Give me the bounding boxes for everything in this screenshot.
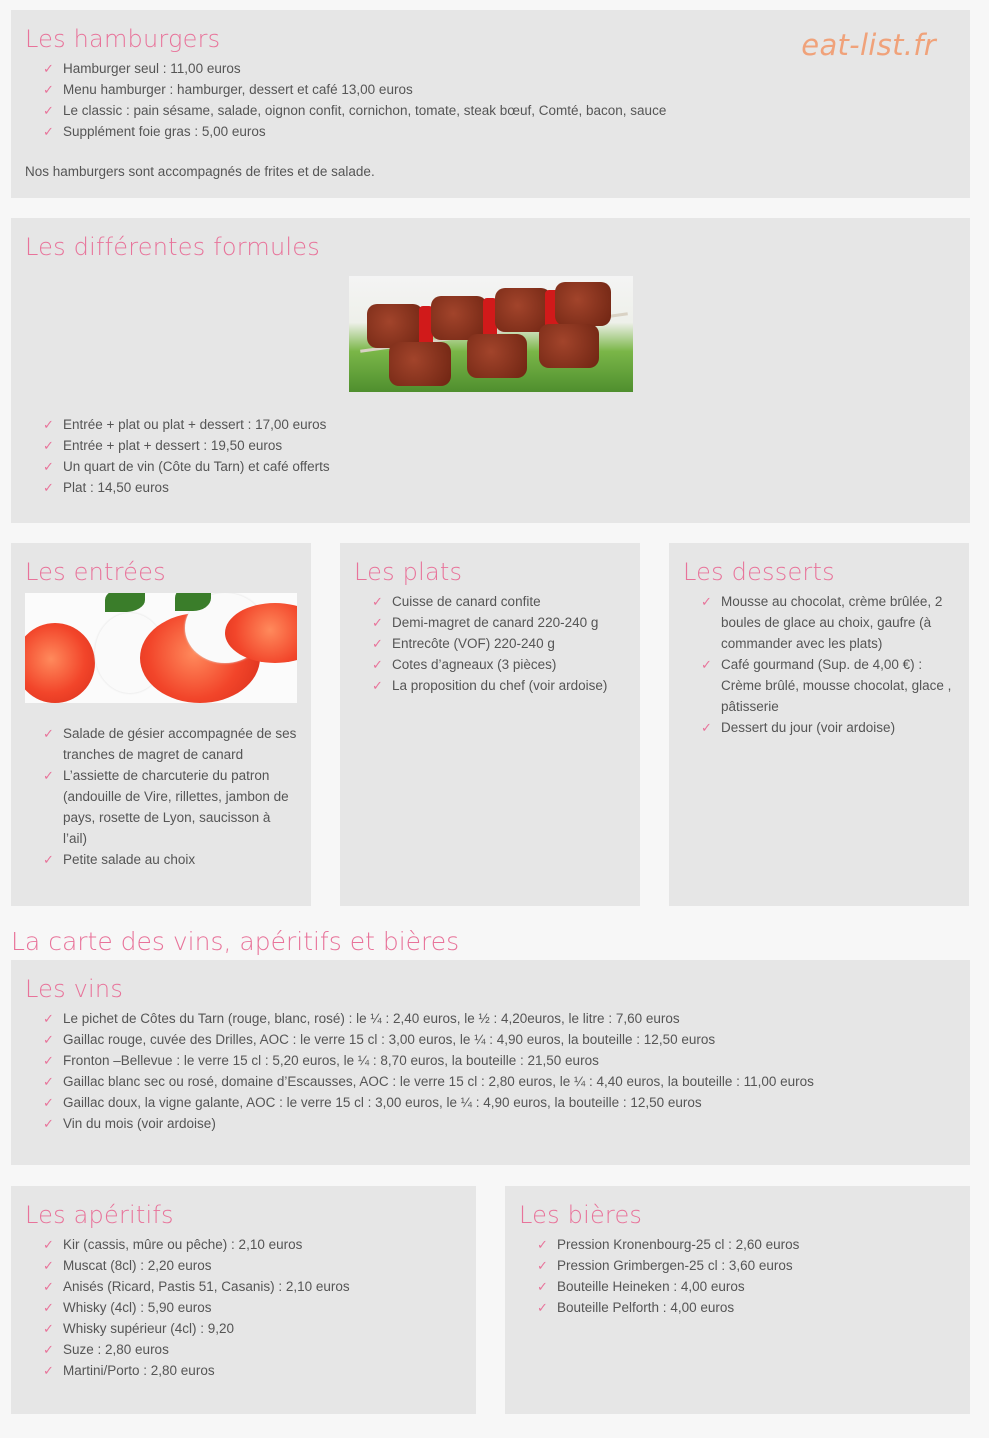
list-item	[43, 456, 956, 477]
check-icon: ✓	[43, 1011, 54, 1026]
list-item-text: Menu hamburger : hamburger, dessert et café 13,00 euros	[63, 82, 413, 97]
aperitifs-title: Les apéritifs	[25, 1201, 174, 1229]
check-icon: ✓	[43, 1258, 54, 1273]
list-item	[43, 58, 956, 79]
list-item	[43, 1008, 956, 1029]
list-item	[701, 654, 955, 717]
list-item	[43, 1339, 462, 1360]
check-icon: ✓	[43, 417, 54, 432]
list-item	[43, 79, 956, 100]
check-icon: ✓	[43, 61, 54, 76]
list-item	[372, 675, 626, 696]
list-item	[537, 1276, 956, 1297]
list-item-text: Plat : 14,50 euros	[63, 480, 169, 495]
list-item-text: Un quart de vin (Côte du Tarn) et café offerts	[63, 459, 330, 474]
list-item	[537, 1234, 956, 1255]
check-icon: ✓	[43, 1237, 54, 1252]
formules-list	[25, 414, 956, 498]
hamburgers-panel	[11, 10, 970, 198]
bieres-list	[519, 1234, 956, 1318]
list-item	[372, 612, 626, 633]
bieres-title: Les bières	[519, 1201, 643, 1229]
list-item-text: Café gourmand (Sup. de 4,00 €) : Crème brûlé, mousse chocolat, glace , pâtisserie	[721, 657, 952, 714]
list-item-text: Hamburger seul : 11,00 euros	[63, 61, 241, 76]
list-item-text: Entrée + plat + dessert : 19,50 euros	[63, 438, 283, 453]
list-item	[43, 849, 297, 870]
check-icon: ✓	[43, 124, 54, 139]
list-item-text: Le pichet de Côtes du Tarn (rouge, blanc, rosé) : le ¼ : 2,40 euros, le ½ : 4,20euros, le litre : 7,60 euros	[63, 1011, 680, 1026]
list-item-text: Gaillac blanc sec ou rosé, domaine d’Escausses, AOC : le verre 15 cl : 2,80 euros, le ¼ : 4,40 euros, la bouteille : 11,00 euros	[63, 1074, 814, 1089]
check-icon: ✓	[43, 768, 54, 783]
hamburgers-list	[25, 58, 956, 142]
check-icon: ✓	[372, 594, 383, 609]
list-item-text: Anisés (Ricard, Pastis 51, Casanis) : 2,10 euros	[63, 1279, 350, 1294]
list-item	[43, 723, 297, 765]
bieres-panel	[505, 1186, 970, 1414]
list-item-text: Suze : 2,80 euros	[63, 1342, 169, 1357]
list-item	[43, 1297, 462, 1318]
list-item-text: Martini/Porto : 2,80 euros	[63, 1363, 215, 1378]
list-item	[43, 1050, 956, 1071]
check-icon: ✓	[43, 852, 54, 867]
list-item-text: Supplément foie gras : 5,00 euros	[63, 124, 266, 139]
check-icon: ✓	[43, 1116, 54, 1131]
list-item	[43, 1318, 462, 1339]
list-item-text: Bouteille Heineken : 4,00 euros	[557, 1279, 745, 1294]
check-icon: ✓	[43, 82, 54, 97]
list-item	[43, 414, 956, 435]
list-item-text: Fronton –Bellevue : le verre 15 cl : 5,20 euros, le ¼ : 8,70 euros, la bouteille : 21,50 euros	[63, 1053, 599, 1068]
check-icon: ✓	[537, 1237, 548, 1252]
check-icon: ✓	[43, 1321, 54, 1336]
formules-panel	[11, 218, 970, 523]
list-item	[372, 591, 626, 612]
check-icon: ✓	[43, 1095, 54, 1110]
list-item	[43, 1276, 462, 1297]
check-icon: ✓	[701, 594, 712, 609]
entrees-title: Les entrées	[25, 558, 166, 586]
list-item	[43, 1092, 956, 1113]
desserts-title: Les desserts	[683, 558, 835, 586]
carte-title: La carte des vins, apéritifs et bières	[11, 927, 460, 956]
brand-logo[interactable]: eat-list.fr	[801, 28, 936, 62]
list-item-text: Gaillac doux, la vigne galante, AOC : le verre 15 cl : 3,00 euros, le ¼ : 4,90 euros, la bouteille : 12,50 euros	[63, 1095, 702, 1110]
list-item	[701, 591, 955, 654]
aperitifs-panel	[11, 1186, 476, 1414]
plats-title: Les plats	[354, 558, 463, 586]
list-item	[372, 633, 626, 654]
check-icon: ✓	[701, 720, 712, 735]
check-icon: ✓	[43, 459, 54, 474]
check-icon: ✓	[372, 657, 383, 672]
plats-panel	[340, 543, 640, 906]
list-item	[701, 717, 955, 738]
entrees-list	[25, 723, 297, 870]
list-item-text: Kir (cassis, mûre ou pêche) : 2,10 euros	[63, 1237, 303, 1252]
list-item	[537, 1297, 956, 1318]
list-item	[43, 477, 956, 498]
list-item	[43, 1071, 956, 1092]
check-icon: ✓	[372, 678, 383, 693]
check-icon: ✓	[537, 1279, 548, 1294]
aperitifs-list	[25, 1234, 462, 1381]
list-item	[537, 1255, 956, 1276]
list-item	[43, 121, 956, 142]
list-item-text: L’assiette de charcuterie du patron (andouille de Vire, rillettes, jambon de pays, rosette de Lyon, saucisson à l’ail)	[63, 768, 289, 846]
list-item-text: Cotes d’agneaux (3 pièces)	[392, 657, 557, 672]
list-item-text: Pression Grimbergen-25 cl : 3,60 euros	[557, 1258, 793, 1273]
vins-title: Les vins	[25, 975, 124, 1003]
list-item	[43, 1029, 956, 1050]
list-item-text: Gaillac rouge, cuvée des Drilles, AOC : le verre 15 cl : 3,00 euros, le ¼ : 4,90 euros, la bouteille : 12,50 euros	[63, 1032, 716, 1047]
check-icon: ✓	[701, 657, 712, 672]
hamburgers-title: Les hamburgers	[25, 25, 221, 53]
list-item	[43, 100, 956, 121]
list-item-text: Mousse au chocolat, crème brûlée, 2 boules de glace au choix, gaufre (à commander avec les plats)	[721, 594, 943, 651]
entrees-panel	[11, 543, 311, 906]
list-item	[372, 654, 626, 675]
check-icon: ✓	[43, 1363, 54, 1378]
list-item-text: Petite salade au choix	[63, 852, 196, 867]
list-item-text: Whisky (4cl) : 5,90 euros	[63, 1300, 212, 1315]
list-item	[43, 1360, 462, 1381]
kebab-image	[349, 276, 633, 392]
plats-list	[354, 591, 626, 696]
check-icon: ✓	[43, 726, 54, 741]
check-icon: ✓	[43, 1074, 54, 1089]
list-item-text: Cuisse de canard confite	[392, 594, 541, 609]
hamburgers-note: Nos hamburgers sont accompagnés de frites et de salade.	[25, 164, 375, 179]
formules-title: Les différentes formules	[25, 233, 320, 261]
list-item-text: Pression Kronenbourg-25 cl : 2,60 euros	[557, 1237, 800, 1252]
desserts-list	[683, 591, 955, 738]
check-icon: ✓	[43, 1279, 54, 1294]
list-item	[43, 1234, 462, 1255]
check-icon: ✓	[537, 1300, 548, 1315]
check-icon: ✓	[43, 438, 54, 453]
list-item-text: Bouteille Pelforth : 4,00 euros	[557, 1300, 735, 1315]
check-icon: ✓	[43, 1342, 54, 1357]
check-icon: ✓	[43, 480, 54, 495]
list-item	[43, 1113, 956, 1134]
list-item-text: La proposition du chef (voir ardoise)	[392, 678, 608, 693]
list-item-text: Salade de gésier accompagnée de ses tranches de magret de canard	[63, 726, 297, 762]
check-icon: ✓	[372, 636, 383, 651]
list-item-text: Entrée + plat ou plat + dessert : 17,00 euros	[63, 417, 327, 432]
vins-list	[25, 1008, 956, 1134]
list-item-text: Vin du mois (voir ardoise)	[63, 1116, 216, 1131]
check-icon: ✓	[43, 103, 54, 118]
list-item-text: Muscat (8cl) : 2,20 euros	[63, 1258, 212, 1273]
desserts-panel	[669, 543, 969, 906]
list-item-text: Le classic : pain sésame, salade, oignon confit, cornichon, tomate, steak bœuf, Comté, bacon, sauce	[63, 103, 667, 118]
check-icon: ✓	[43, 1032, 54, 1047]
check-icon: ✓	[537, 1258, 548, 1273]
check-icon: ✓	[372, 615, 383, 630]
list-item	[43, 435, 956, 456]
check-icon: ✓	[43, 1053, 54, 1068]
check-icon: ✓	[43, 1300, 54, 1315]
list-item	[43, 1255, 462, 1276]
list-item-text: Entrecôte (VOF) 220-240 g	[392, 636, 555, 651]
list-item-text: Dessert du jour (voir ardoise)	[721, 720, 896, 735]
vins-panel	[11, 960, 970, 1165]
list-item-text: Whisky supérieur (4cl) : 9,20	[63, 1321, 235, 1336]
tomato-mozzarella-image	[25, 593, 297, 703]
list-item-text: Demi-magret de canard 220-240 g	[392, 615, 599, 630]
list-item	[43, 765, 297, 849]
